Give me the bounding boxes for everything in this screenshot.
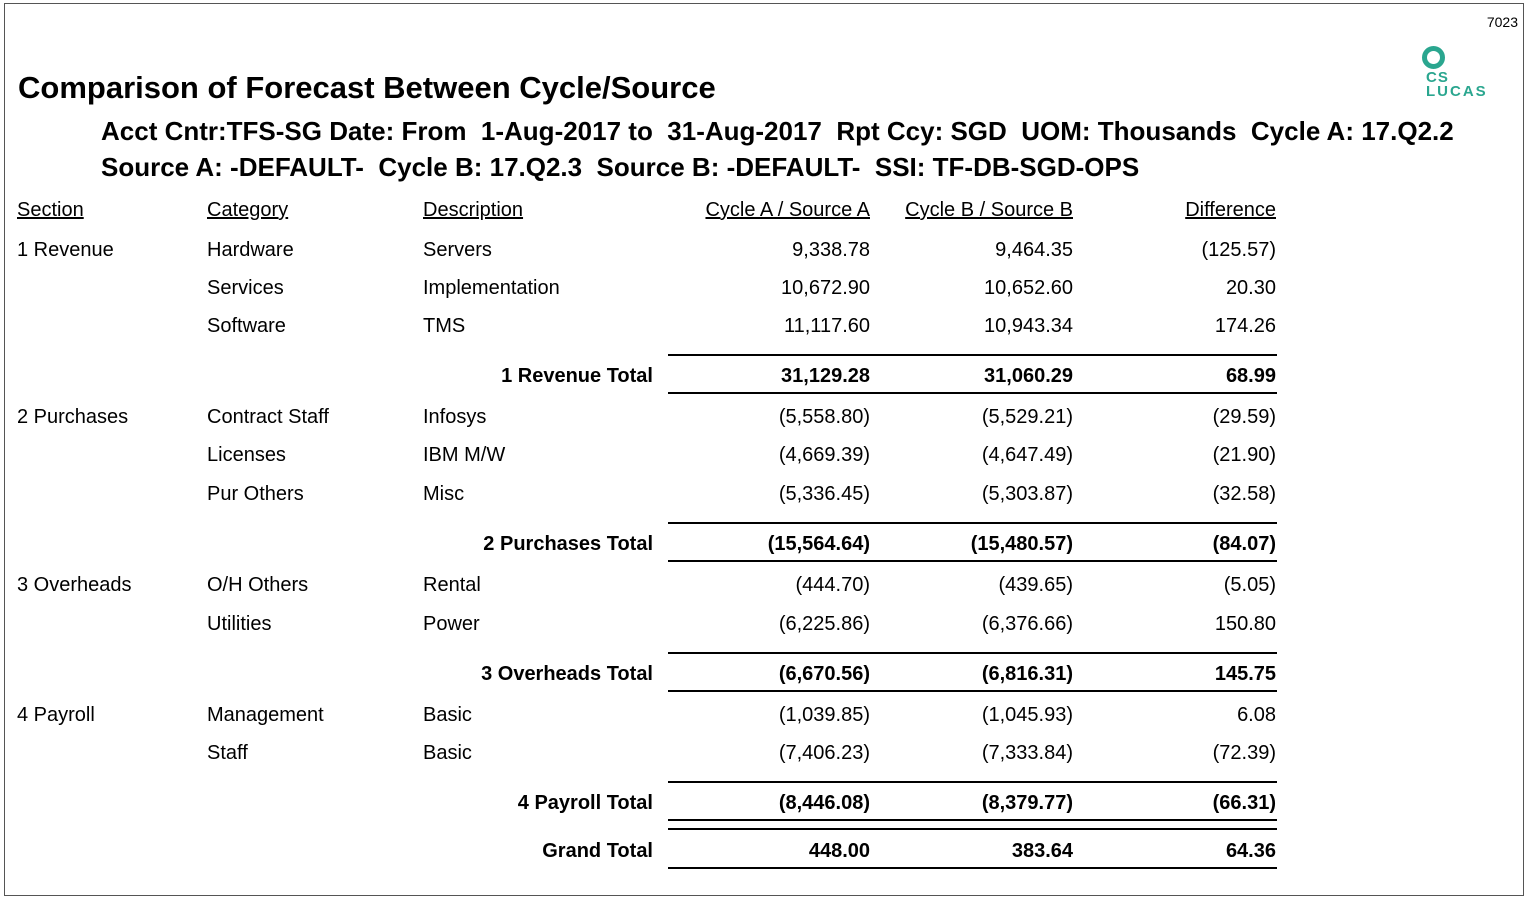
row-difference-value: (21.90) (1212, 444, 1276, 466)
row-cycle-b-value: 10,943.34 (984, 315, 1073, 337)
subtotal-difference-value: 68.99 (1225, 365, 1276, 387)
subtotal-label: 2 Purchases Total (483, 533, 653, 555)
logo-ring-icon (1422, 46, 1445, 69)
row-cycle-b-value: 9,464.35 (995, 239, 1073, 261)
report-parameters-line-1: Acct Cntr:TFS-SG Date: From 1-Aug-2017 to 31-Aug-2017 Rpt Ccy: SGD UOM: Thousands Cycle A: 17.Q2.2 (101, 116, 1454, 146)
row-description: Basic (423, 742, 472, 764)
row-cycle-b-value: (5,303.87) (981, 483, 1073, 505)
subtotal-difference-value: (66.31) (1212, 792, 1276, 814)
row-difference-value: (32.58) (1212, 483, 1276, 505)
row-cycle-a-value: (4,669.39) (778, 444, 870, 466)
header-difference: Difference (1185, 199, 1276, 221)
row-description: Implementation (423, 277, 560, 299)
logo-text-cs: CS (1426, 69, 1449, 86)
row-description: Infosys (423, 406, 487, 428)
grand-total-cycle-a-value: 448.00 (808, 840, 870, 862)
row-difference-value: (5.05) (1223, 574, 1276, 596)
row-cycle-b-value: (1,045.93) (981, 704, 1073, 726)
row-category: Staff (207, 742, 248, 764)
row-description: TMS (423, 315, 466, 337)
section-label: 1 Revenue (17, 239, 114, 261)
header-cycle-a-source-a: Cycle A / Source A (705, 199, 870, 221)
row-cycle-a-value: 9,338.78 (792, 239, 870, 261)
section-label: 3 Overheads (17, 574, 132, 596)
subtotal-rule-bottom (668, 690, 1277, 692)
header-cycle-b-source-b: Cycle B / Source B (905, 199, 1073, 221)
row-cycle-b-value: 10,652.60 (984, 277, 1073, 299)
row-difference-value: (29.59) (1212, 406, 1276, 428)
cs-lucas-logo (1414, 44, 1504, 104)
grand-total-rule-bottom (668, 867, 1277, 869)
row-category: Pur Others (207, 483, 304, 505)
row-category: Contract Staff (207, 406, 329, 428)
row-description: Rental (423, 574, 481, 596)
row-cycle-b-value: (5,529.21) (981, 406, 1073, 428)
row-difference-value: (125.57) (1201, 239, 1276, 261)
subtotal-label: 1 Revenue Total (501, 365, 653, 387)
row-cycle-a-value: (6,225.86) (778, 613, 870, 635)
row-category: Hardware (207, 239, 294, 261)
header-category: Category (207, 199, 289, 221)
subtotal-rule-bottom (668, 560, 1277, 562)
row-difference-value: 6.08 (1237, 704, 1276, 726)
row-description: IBM M/W (423, 444, 506, 466)
row-category: Services (207, 277, 284, 299)
subtotal-cycle-b-value: (15,480.57) (970, 533, 1073, 555)
row-category: Software (207, 315, 286, 337)
subtotal-difference-value: (84.07) (1212, 533, 1276, 555)
grand-total-label: Grand Total (542, 840, 653, 862)
row-cycle-b-value: (4,647.49) (981, 444, 1073, 466)
row-description: Basic (423, 704, 472, 726)
row-cycle-a-value: 10,672.90 (781, 277, 870, 299)
row-cycle-b-value: (439.65) (998, 574, 1073, 596)
subtotal-label: 3 Overheads Total (481, 663, 653, 685)
grand-total-rule-top (668, 828, 1277, 830)
logo-text-lucas: LUCAS (1426, 83, 1488, 100)
row-cycle-a-value: (5,336.45) (778, 483, 870, 505)
row-difference-value: 20.30 (1225, 277, 1276, 299)
subtotal-rule-top (668, 781, 1277, 783)
row-cycle-b-value: (7,333.84) (981, 742, 1073, 764)
row-category: Management (207, 704, 324, 726)
section-label: 4 Payroll (17, 704, 95, 726)
page-number: 7023 (1486, 14, 1518, 30)
row-description: Power (423, 613, 480, 635)
subtotal-cycle-b-value: (8,379.77) (981, 792, 1073, 814)
row-category: Licenses (207, 444, 286, 466)
row-cycle-a-value: (7,406.23) (778, 742, 870, 764)
subtotal-rule-top (668, 522, 1277, 524)
row-difference-value: 150.80 (1214, 613, 1276, 635)
row-cycle-a-value: 11,117.60 (783, 315, 870, 337)
report-parameters-line-2: Source A: -DEFAULT- Cycle B: 17.Q2.3 Source B: -DEFAULT- SSI: TF-DB-SGD-OPS (101, 152, 1140, 182)
grand-total-difference-value: 64.36 (1225, 840, 1276, 862)
row-category: Utilities (207, 613, 272, 635)
row-cycle-b-value: (6,376.66) (981, 613, 1073, 635)
subtotal-cycle-a-value: (6,670.56) (778, 663, 870, 685)
subtotal-rule-top (668, 652, 1277, 654)
subtotal-difference-value: 145.75 (1214, 663, 1276, 685)
header-description: Description (423, 199, 524, 221)
row-cycle-a-value: (444.70) (795, 574, 870, 596)
grand-total-cycle-b-value: 383.64 (1011, 840, 1073, 862)
subtotal-cycle-a-value: (15,564.64) (767, 533, 870, 555)
subtotal-cycle-a-value: 31,129.28 (781, 365, 870, 387)
row-category: O/H Others (207, 574, 309, 596)
row-description: Servers (423, 239, 492, 261)
row-cycle-a-value: (1,039.85) (778, 704, 870, 726)
row-cycle-a-value: (5,558.80) (778, 406, 870, 428)
row-description: Misc (423, 483, 465, 505)
report-title: Comparison of Forecast Between Cycle/Source (18, 70, 716, 105)
subtotal-cycle-b-value: (6,816.31) (981, 663, 1073, 685)
subtotal-rule-top (668, 354, 1277, 356)
subtotal-rule-bottom (668, 392, 1277, 394)
subtotal-cycle-a-value: (8,446.08) (778, 792, 870, 814)
subtotal-cycle-b-value: 31,060.29 (984, 365, 1073, 387)
section-label: 2 Purchases (17, 406, 129, 428)
row-difference-value: 174.26 (1214, 315, 1276, 337)
subtotal-label: 4 Payroll Total (517, 792, 653, 814)
subtotal-rule-bottom (668, 819, 1277, 821)
header-section: Section (17, 199, 84, 221)
row-difference-value: (72.39) (1212, 742, 1276, 764)
